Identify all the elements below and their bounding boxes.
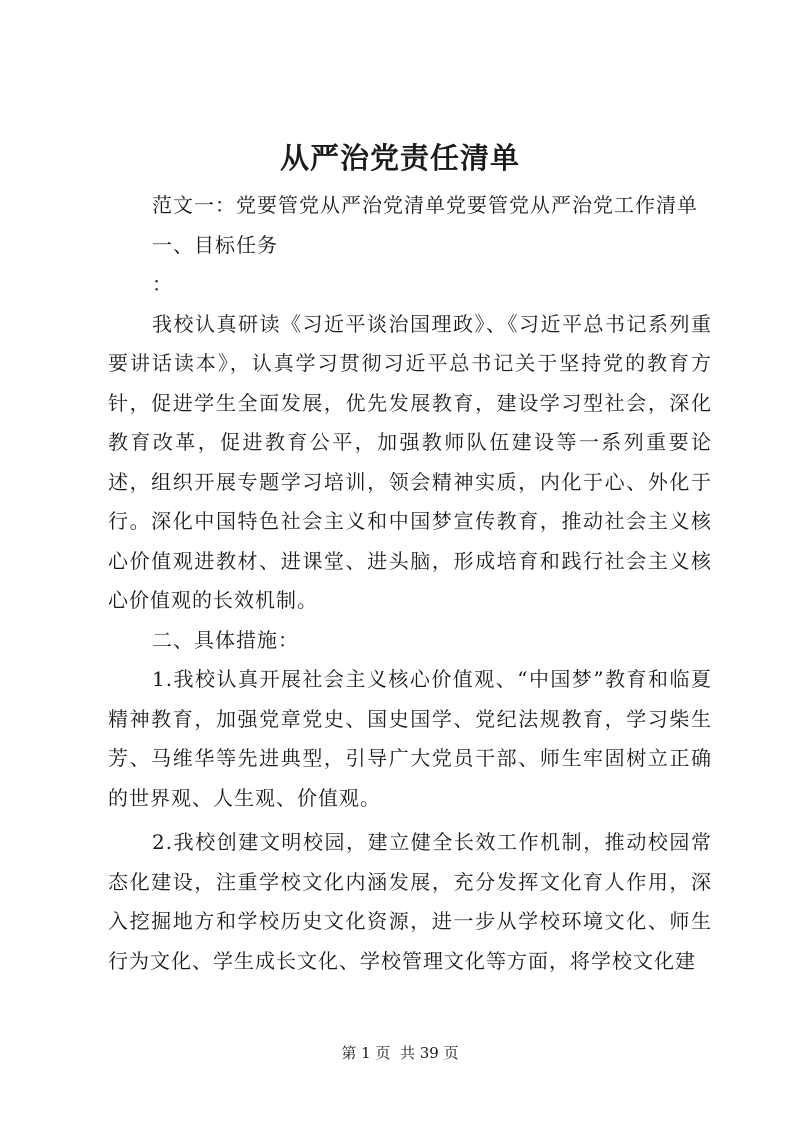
paragraph-heading-sample: 范文一：党要管党从严治党清单党要管党从严治党工作清单 bbox=[152, 193, 698, 217]
paragraph-colon: ： bbox=[152, 272, 173, 296]
document-title: 从严治党责任清单 bbox=[279, 141, 520, 175]
page-number-label: 第 1 页 共 39 页 bbox=[341, 1044, 459, 1062]
paragraph-section-goals: 一、目标任务 bbox=[152, 232, 278, 257]
document-body bbox=[108, 186, 712, 981]
paragraph-study: 我校认真研读《习近平谈治国理政》、《习近平总书记系列重要讲话读本》，认真学习贯彻习近平总书记关于坚持党的教育方针，促进学生全面发展，优先发展教育，建设学习型社会，深化教育改革，促进教育公平，加强教师队伍建设等一系列重要论述，组织开展专题学习培训，领会精神实质，内化于心、外化于行。深化中国特色社会主义和中国梦宣传教育，推动社会主义核心价值观进教材、进课堂、进头脑，形成培育和践行社会主义核心价值观的长效机制。 bbox=[108, 311, 712, 612]
page-footer bbox=[0, 1043, 800, 1063]
paragraph-measure-1: 1.我校认真开展社会主义核心价值观、“中国梦”教育和临夏精神教育，加强党章党史、国史国学、党纪法规教育，学习柴生芳、马维华等先进典型，引导广大党员干部、师生牢固树立正确的世界观、人生观、价值观。 bbox=[108, 667, 712, 810]
paragraph-measure-2: 2.我校创建文明校园，建立健全长效工作机制，推动校园常态化建设，注重学校文化内涵发展，充分发挥文化育人作用，深入挖掘地方和学校历史文化资源，进一步从学校环境文化、师生行为文化、学生成长文化、学校管理文化等方面，将学校文化建 bbox=[108, 830, 712, 973]
paragraph-section-measures: 二、具体措施： bbox=[152, 627, 299, 652]
